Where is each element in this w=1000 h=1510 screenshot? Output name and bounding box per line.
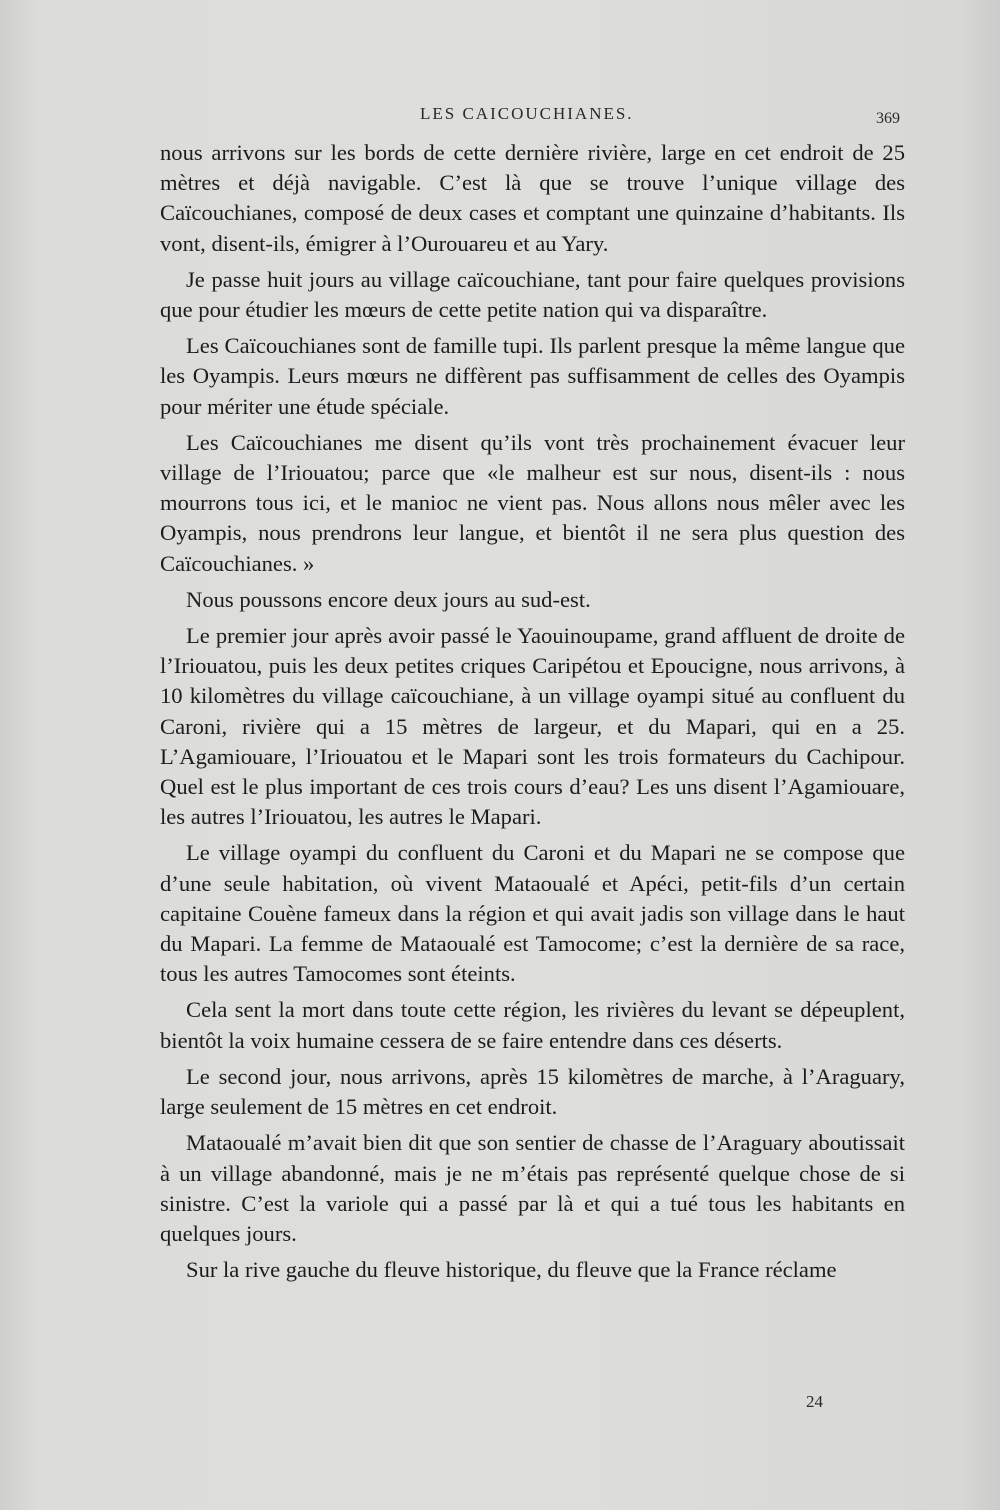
paragraph-10: Mataoualé m’avait bien dit que son sentier de chasse de l’Araguary aboutissait à un village abandonné, mais je ne m’étais pas représenté quelque chose de si sinistre. C’est la variole qui a passé par là et qui a tué tous les habitants en quelques jours. [160,1130,905,1246]
paragraph-6: Le premier jour après avoir passé le Yaouinoupame, grand affluent de droite de l’Iriouatou, puis les deux petites criques Caripétou et Epoucigne, nous arrivons, à 10 kilomètres du village caïcouchiane, à un village oyampi situé au confluent du Caroni, rivière qui a 15 mètres de largeur, et du Mapari, qui en a 25. L’Agamiouare, l’Iriouatou et le Mapari sont les trois formateurs du Cachipour. Quel est le plus important de ces trois cours d’eau? Les uns disent l’Agamiouare, les autres l’Iriouatou, les autres le Mapari. [160,623,905,830]
paragraph-1: nous arrivons sur les bords de cette dernière rivière, large en cet endroit de 25 mètres et déjà navigable. C’est là que se trouve l’unique village des Caïcouchianes, composé de deux cases et comptant une quinzaine d’habitants. Ils vont, disent-ils, émigrer à l’Ourouareu et au Yary. [160,140,905,256]
paragraph-3: Les Caïcouchianes sont de famille tupi. Ils parlent presque la même langue que les Oyampis. Leurs mœurs ne diffèrent pas suffisamment de celles des Oyampis pour mériter une étude spéciale. [160,333,905,419]
paragraph-8: Cela sent la mort dans toute cette région, les rivières du levant se dépeuplent, bientôt la voix humaine cessera de se faire entendre dans ces déserts. [160,997,905,1053]
page-number: 369 [876,110,900,127]
running-title: LES CAICOUCHIANES. [420,104,634,123]
paragraph-5: Nous poussons encore deux jours au sud-est. [186,586,591,612]
running-head [0,104,1000,134]
paragraph-9: Le second jour, nous arrivons, après 15 kilomètres de marche, à l’Araguary, large seulement de 15 mètres en cet endroit. [160,1063,905,1120]
body-text [160,138,905,1291]
paragraph-2: Je passe huit jours au village caïcouchiane, tant pour faire quelques provisions que pour étudier les mœurs de cette petite nation qui va disparaître. [160,266,905,323]
signature-mark: 24 [806,1392,823,1411]
paragraph-4: Les Caïcouchianes me disent qu’ils vont très prochainement évacuer leur village de l’Iriouatou; parce que «le malheur est sur nous, disent-ils : nous mourrons tous ici, et le manioc ne vient pas. Nous allons nous mêler avec les Oyampis, nous prendrons leur langue, et bientôt il ne sera plus question des Caïcouchianes. » [160,429,905,576]
paragraph-7: Le village oyampi du confluent du Caroni et du Mapari ne se compose que d’une seule habitation, où vivent Mataoualé et Apéci, petit-fils d’un certain capitaine Couène fameux dans la région et qui avait jadis son village dans le haut du Mapari. La femme de Mataoualé est Tamocome; c’est la dernière de sa race, tous les autres Tamocomes sont éteints. [160,840,905,987]
paragraph-11: Sur la rive gauche du fleuve historique, du fleuve que la France réclame [186,1257,837,1283]
